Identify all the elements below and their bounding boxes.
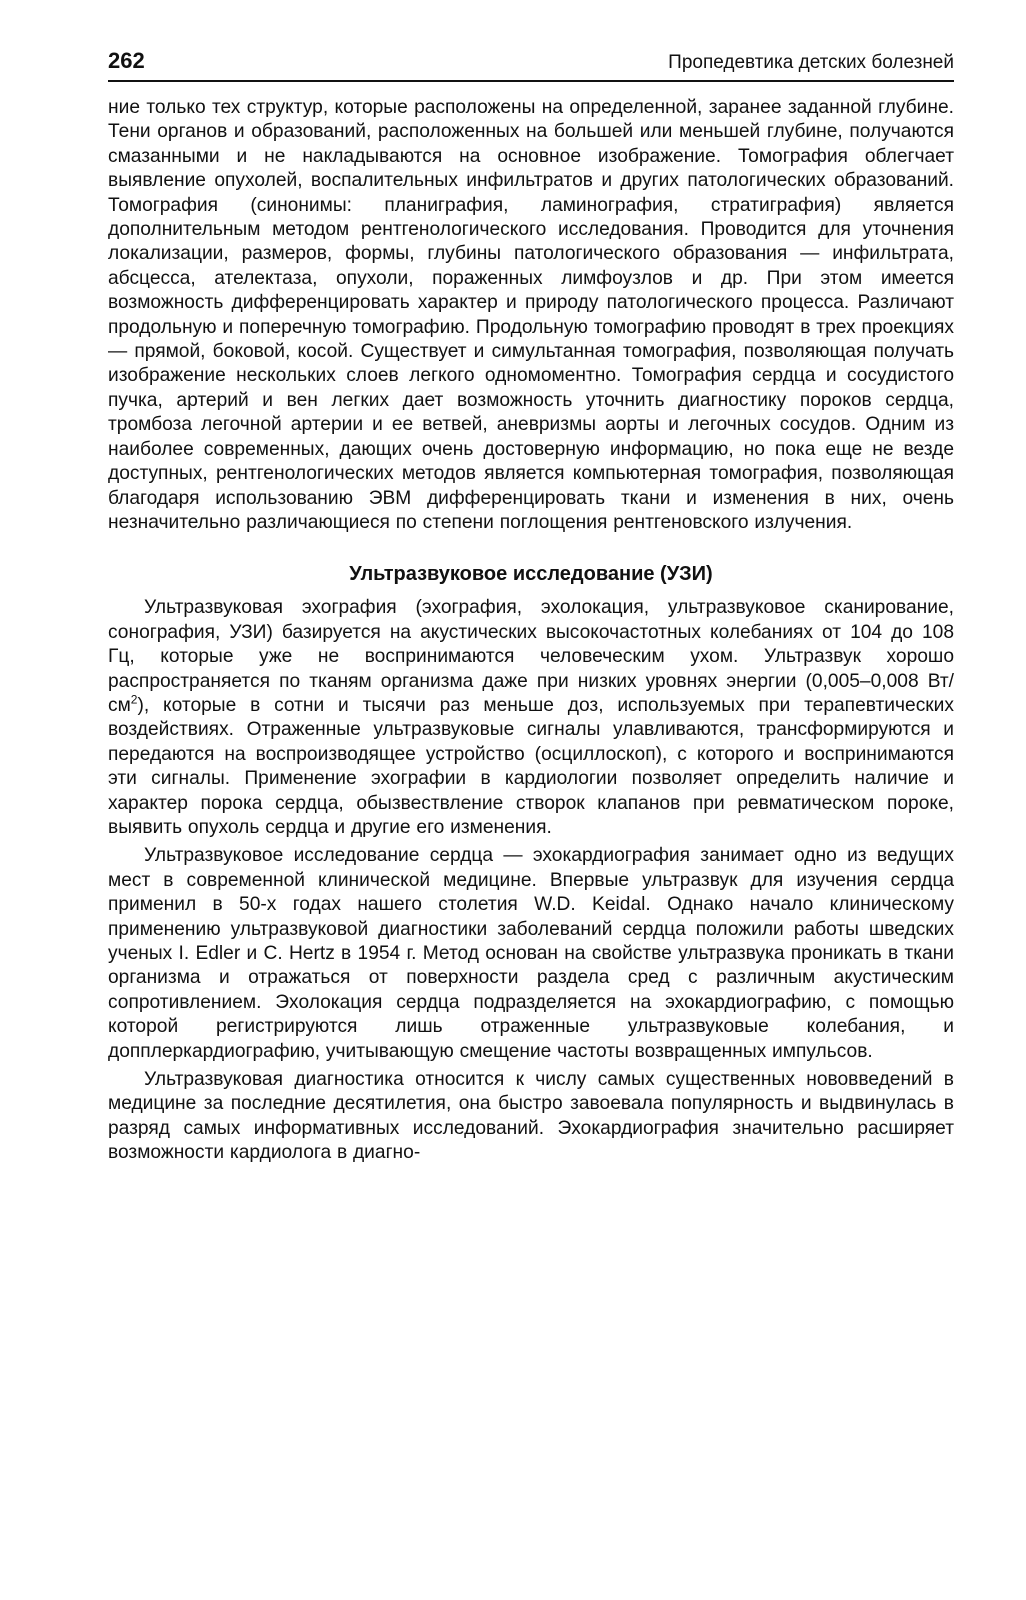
book-page	[108, 48, 954, 1166]
page-number: 262	[108, 48, 145, 73]
section-heading: Ультразвуковое исследование (УЗИ)	[349, 563, 713, 586]
body-paragraph-3: Ультразвуковое исследование сердца — эхокардиография занимает одно из ведущих мест в современной клинической медицине. Впервые ультразвук для изучения сердца применил в 50-х годах нашего столетия W.D. Keidal. Однако начало клиническому применению ультразвуковой диагностики заболеваний сердца положили работы шведских ученых I. Edler и C. Hertz в 1954 г. Метод основан на свойстве ультразвука проникать в ткани организма и отражаться от поверхности раздела сред с различным акустическим сопротивлением. Эхолокация сердца подразделяется на эхокардиографию, с помощью которой регистрируются лишь отраженные ультразвуковые колебания, и допплеркардиографию, учитывающую смещение частоты возвращенных импульсов.	[108, 845, 954, 1062]
body-paragraph-2	[108, 596, 954, 840]
page-header	[108, 48, 954, 82]
body-paragraph-4: Ультразвуковая диагностика относится к числу самых существенных нововведений в медицине за последние десятилетия, она быстро завоевала популярность и выдвинулась в разряд самых информативных исследований. Эхокардиография значительно расширяет возможности кардиолога в диагно-	[108, 1069, 954, 1164]
superscript: 2	[130, 692, 138, 707]
body-paragraph-1: ние только тех структур, которые расположены на определенной, заранее заданной глубине. Тени органов и образований, расположенных на большей или меньшей глубине, получаются смазанными и не накладываются на основное изображение. Томография облегчает выявление опухолей, воспалительных инфильтратов и других патологических образований. Томография (синонимы: планиграфия, ламинография, стратиграфия) является дополнительным методом рентгенологического исследования. Проводится для уточнения локализации, размеров, формы, глубины патологического образования — инфильтрата, абсцесса, ателектаза, опухоли, пораженных лимфоузлов и др. При этом имеется возможность дифференцировать характер и природу патологического процесса. Различают продольную и поперечную томографию. Продольную томографию проводят в трех проекциях — прямой, боковой, косой. Существует и симультанная томография, позволяющая получать изображение нескольких слоев легкого одномоментно. Томография сердца и сосудистого пучка, артерий и вен легких дает возможность уточнить диагностику пороков сердца, тромбоза легочной артерии и ее ветвей, аневризмы аорты и легочных сосудов. Одним из наиболее современных, дающих очень достоверную информацию, но пока еще не везде доступных, рентгенологических методов является компьютерная томография, позволяющая благодаря использованию ЭВМ дифференцировать ткани и изменения в них, очень незначительно различающиеся по степени поглощения рентгеновского излучения.	[108, 97, 954, 533]
running-title: Пропедевтика детских болезней	[668, 52, 954, 73]
paragraph-2-text-end: ), которые в сотни и тысячи раз меньше доз, используемых при терапевтических воздействиях. Отраженные ультразвуковые сигналы улавливаются, трансформируются и передаются на воспроизводящее устройство (осциллоскоп), с которого и воспринимаются эти сигналы. Применение эхографии в кардиологии позволяет определить наличие и характер порока сердца, обызвествление створок клапанов при ревматическом пороке, выявить опухоль сердца и другие его изменения.	[108, 694, 954, 838]
paragraph-2-text-start: Ультразвуковая эхография (эхография, эхолокация, ультразвуковое сканирование, сонография, УЗИ) базируется на акустических высокочастотных колебаниях от 104 до 108 Гц, которые уже не воспринимаются человеческим ухом. Ультразвук хорошо распространяется по тканям организма даже при низких уровнях энергии (0,005–0,008 Вт/см	[108, 597, 954, 716]
